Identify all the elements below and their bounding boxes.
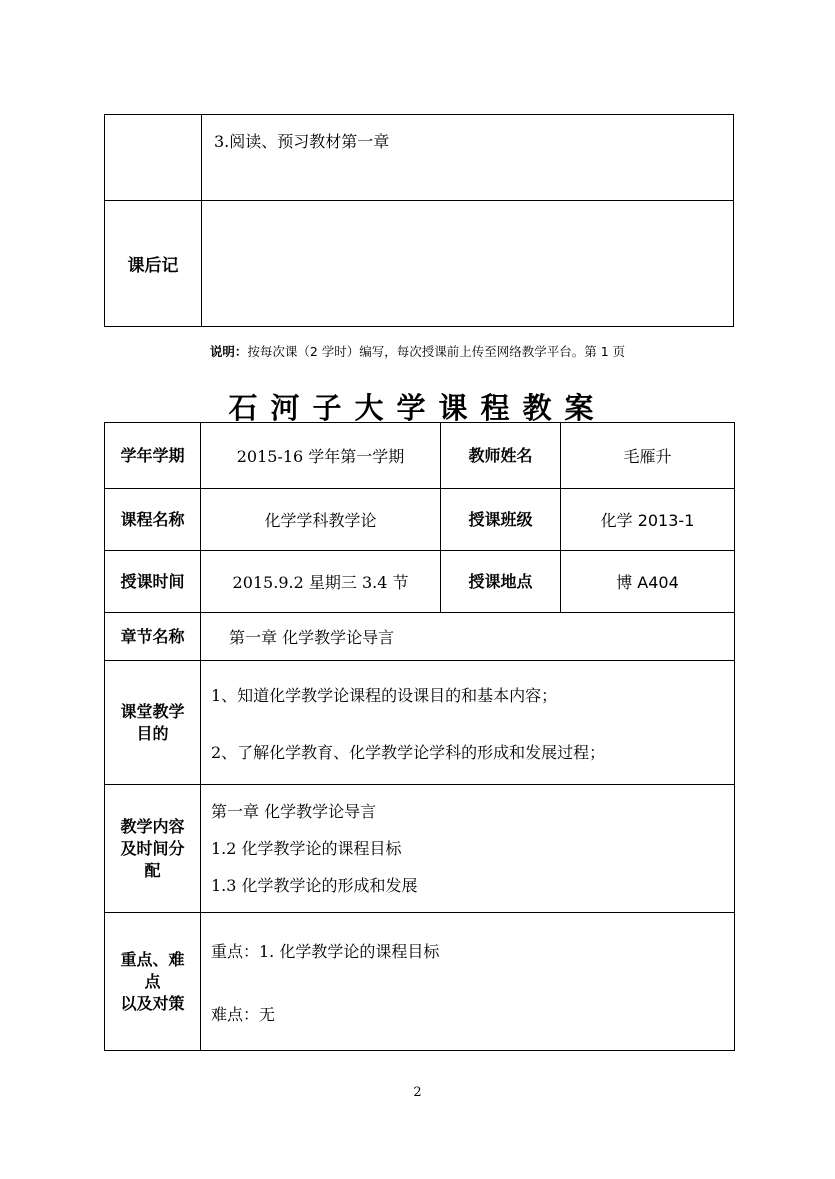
place-label: 授课地点 [441,551,561,613]
note-text: 按每次课（2 学时）编写，每次授课前上传至网络教学平台。第 1 页 [247,344,626,359]
content-label-line2: 及时间分 [120,838,185,858]
time-label: 授课时间 [105,551,201,613]
key-points-label-line2: 点 [144,971,161,991]
objectives-label-line2: 目的 [136,723,169,743]
year-term-row [105,423,735,489]
after-class-row [105,201,734,327]
after-class-label: 课后记 [105,201,202,327]
teacher-value: 毛雁升 [561,423,735,489]
year-term-value: 2015-16 学年第一学期 [201,423,441,489]
teacher-label: 教师姓名 [441,423,561,489]
focus-text: 重点：1. 化学教学论的课程目标 [211,941,440,961]
chapter-value: 第一章 化学教学论导言 [201,613,735,661]
key-points-label [105,913,201,1051]
content-label-line1: 教学内容 [120,816,185,836]
course-value: 化学学科教学论 [201,489,441,551]
class-value: 化学 2013-1 [561,489,735,551]
chapter-label: 章节名称 [105,613,201,661]
objectives-label-line1: 课堂教学 [120,701,185,721]
objectives-content [201,661,735,785]
key-points-label-line1: 重点、难 [120,949,185,969]
year-term-label: 学年学期 [105,423,201,489]
key-points-row [105,913,735,1051]
reading-item: 3.阅读、预习教材第一章 [202,115,734,201]
previous-page-table [104,114,734,327]
class-label: 授课班级 [441,489,561,551]
time-value: 2015.9.2 星期三 3.4 节 [201,551,441,613]
key-points-label-line3: 以及对策 [120,993,185,1013]
content-label-line3: 配 [144,860,161,880]
content-row [105,785,735,913]
reading-label-cell [105,115,202,201]
content-line-1: 第一章 化学教学论导言 [211,802,377,821]
after-class-content [202,201,734,327]
content-line-3: 1.3 化学教学论的形成和发展 [211,876,418,895]
objectives-label [105,661,201,785]
objective-item-2: 2、了解化学教育、化学教学论学科的形成和发展过程； [211,742,606,762]
time-row [105,551,735,613]
reading-row [105,115,734,201]
chapter-row [105,613,735,661]
note-bold-label: 说明： [209,344,248,359]
course-label: 课程名称 [105,489,201,551]
course-row [105,489,735,551]
key-points-content [201,913,735,1051]
instruction-note [0,342,835,360]
content-lines [201,785,735,913]
content-label [105,785,201,913]
place-value: 博 A404 [561,551,735,613]
difficulty-text: 难点：无 [211,1004,276,1024]
content-line-2: 1.2 化学教学论的课程目标 [211,839,402,858]
objectives-row [105,661,735,785]
lesson-plan-table [104,422,735,1051]
page-number: 2 [413,1085,422,1100]
page-title: 石河子大学课程教案 [228,391,607,425]
objective-item-1: 1、知道化学教学论课程的设课目的和基本内容； [211,685,558,705]
